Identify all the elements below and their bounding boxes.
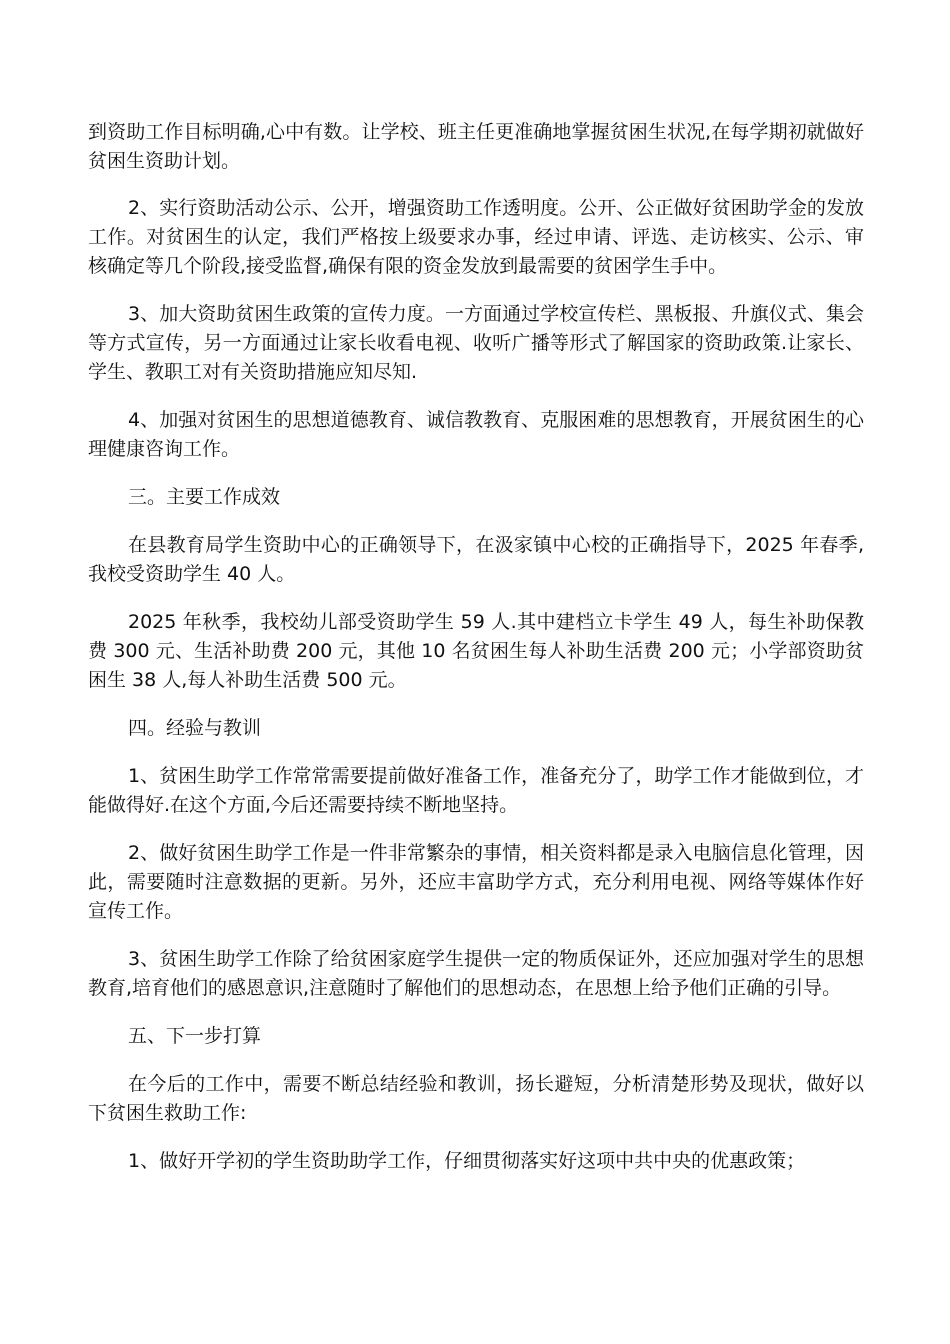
paragraph-lesson-2: 2、做好贫困生助学工作是一件非常繁杂的事情，相关资料都是录入电脑信息化管理，因此，需要随时注意数据的更新。另外，还应丰富助学方式，充分利用电视、网络等媒体作好宣传工作。 — [88, 842, 864, 922]
paragraph-next-steps-intro: 在今后的工作中，需要不断总结经验和教训，扬长避短，分析清楚形势及现状，做好以下贫困生救助工作: — [88, 1073, 864, 1124]
paragraph-lesson-3: 3、贫困生助学工作除了给贫困家庭学生提供一定的物质保证外，还应加强对学生的思想教育,培育他们的感恩意识,注意随时了解他们的思想动态，在思想上给予他们正确的引导。 — [88, 948, 864, 999]
paragraph-item-4-education: 4、加强对贫困生的思想道德教育、诚信教教育、克服困难的思想教育，开展贫困生的心理健康咨询工作。 — [88, 409, 864, 460]
section-heading-lessons: 四。经验与教训 — [128, 717, 262, 739]
paragraph-continuation: 到资助工作目标明确,心中有数。让学校、班主任更准确地掌握贫困生状况,在每学期初就做好贫困生资助计划。 — [88, 121, 864, 172]
paragraph-lesson-1: 1、贫困生助学工作常常需要提前做好准备工作，准备充分了，助学工作才能做到位，才能做得好.在这个方面,今后还需要持续不断地坚持。 — [88, 765, 864, 816]
paragraph-item-2-publicity: 2、实行资助活动公示、公开，增强资助工作透明度。公开、公正做好贫困助学金的发放工作。对贫困生的认定，我们严格按上级要求办事，经过申请、评选、走访核实、公示、审核确定等几个阶段,接受监督,确保有限的资金发放到最需要的贫困学生手中。 — [88, 197, 864, 277]
section-heading-next-steps: 五、下一步打算 — [128, 1025, 262, 1047]
paragraph-spring-results: 在县教育局学生资助中心的正确领导下，在汲家镇中心校的正确指导下，2025 年春季,我校受资助学生 40 人。 — [88, 534, 864, 585]
document-body — [88, 118, 864, 1195]
paragraph-item-3-propaganda: 3、加大资助贫困生政策的宣传力度。一方面通过学校宣传栏、黑板报、升旗仪式、集会等方式宣传，另一方面通过让家长收看电视、收听广播等形式了解国家的资助政策.让家长、学生、教职工对有关资助措施应知尽知. — [88, 303, 864, 383]
paragraph-autumn-results: 2025 年秋季，我校幼儿部受资助学生 59 人.其中建档立卡学生 49 人，每生补助保教费 300 元、生活补助费 200 元，其他 10 名贫困生每人补助生活费 200 元；小学部资助贫困生 38 人,每人补助生活费 500 元。 — [88, 611, 864, 691]
paragraph-next-step-1: 1、做好开学初的学生资助助学工作，仔细贯彻落实好这项中共中央的优惠政策； — [128, 1150, 806, 1172]
section-heading-results: 三。主要工作成效 — [128, 486, 281, 508]
